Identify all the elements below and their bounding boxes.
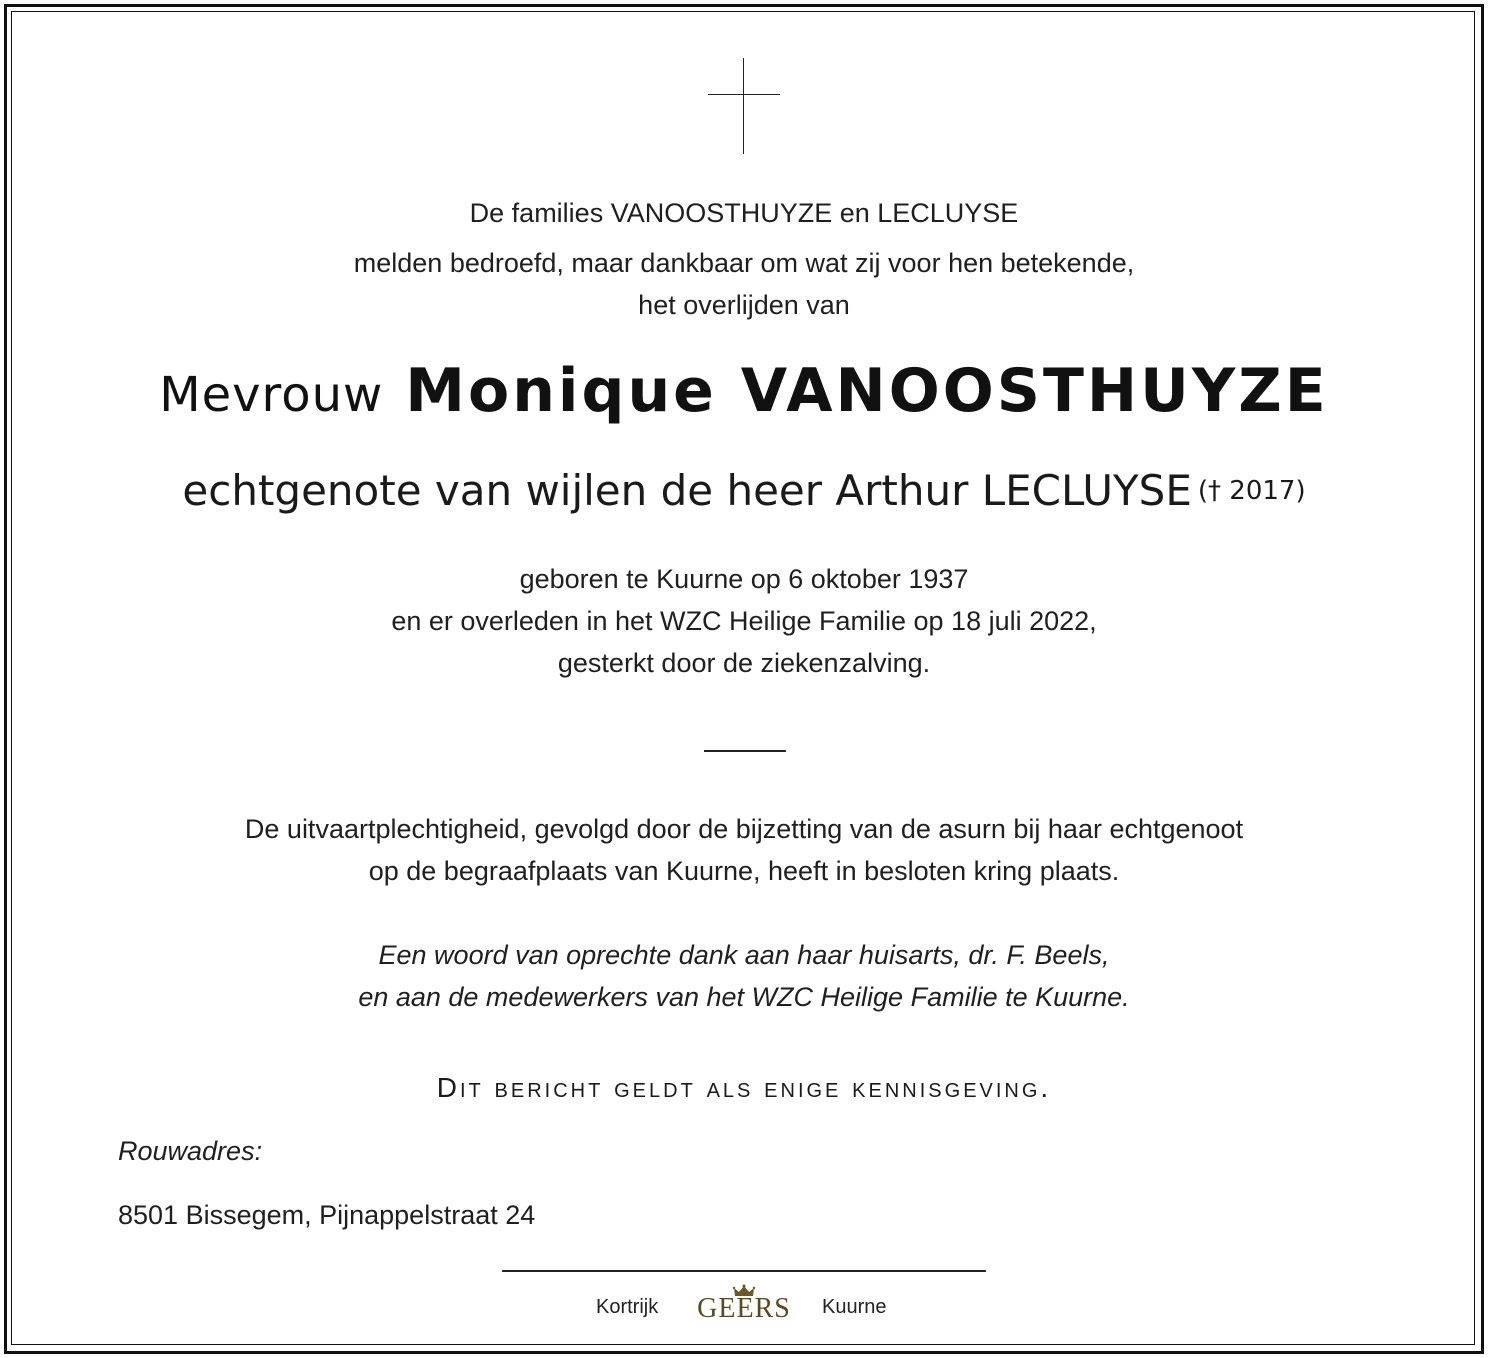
death-line: en er overleden in het WZC Heilige Familie op 18 juli 2022, (391, 606, 1097, 636)
spouse-text: echtgenote van wijlen de heer Arthur LECLUYSE (182, 466, 1192, 515)
logo-wordmark: GEERS (697, 1293, 791, 1324)
birth-line: geboren te Kuurne op 6 oktober 1937 (519, 564, 969, 594)
intro-line-3: het overlijden van (638, 290, 850, 320)
footer (0, 1284, 1488, 1328)
ceremony-line-2: op de begraafplaats van Kuurne, heeft in besloten kring plaats. (368, 856, 1120, 886)
deceased-title: Mevrouw (159, 367, 384, 423)
spouse-death-year: († 2017) (1197, 476, 1306, 506)
separator-rule (704, 750, 786, 752)
thanks-line-1: Een woord van oprechte dank aan haar huisarts, dr. F. Beels, (378, 940, 1110, 970)
intro-line-1: De families VANOOSTHUYZE en LECLUYSE (469, 198, 1019, 228)
address-value: 8501 Bissegem, Pijnappelstraat 24 (118, 1200, 536, 1230)
geers-logo (692, 1284, 796, 1324)
deceased-name-line (0, 356, 1488, 426)
notice-text: Dit bericht geldt als enige kennisgeving. (436, 1072, 1052, 1103)
footer-city-right: Kuurne (822, 1296, 887, 1318)
address-label: Rouwadres: (118, 1136, 263, 1166)
ceremony-line-1: De uitvaartplechtigheid, gevolgd door de bijzetting van de asurn bij haar echtgenoot (244, 814, 1244, 844)
deceased-name: Monique VANOOSTHUYZE (405, 356, 1329, 426)
footer-city-left: Kortrijk (596, 1296, 659, 1318)
footer-rule (502, 1270, 986, 1272)
cross-icon (708, 58, 780, 154)
sacrament-line: gesterkt door de ziekenzalving. (557, 648, 931, 678)
thanks-line-2: en aan de medewerkers van het WZC Heilige Familie te Kuurne. (358, 982, 1130, 1012)
spouse-line (0, 466, 1488, 515)
intro-line-2: melden bedroefd, maar dankbaar om wat zij voor hen betekende, (353, 248, 1135, 278)
